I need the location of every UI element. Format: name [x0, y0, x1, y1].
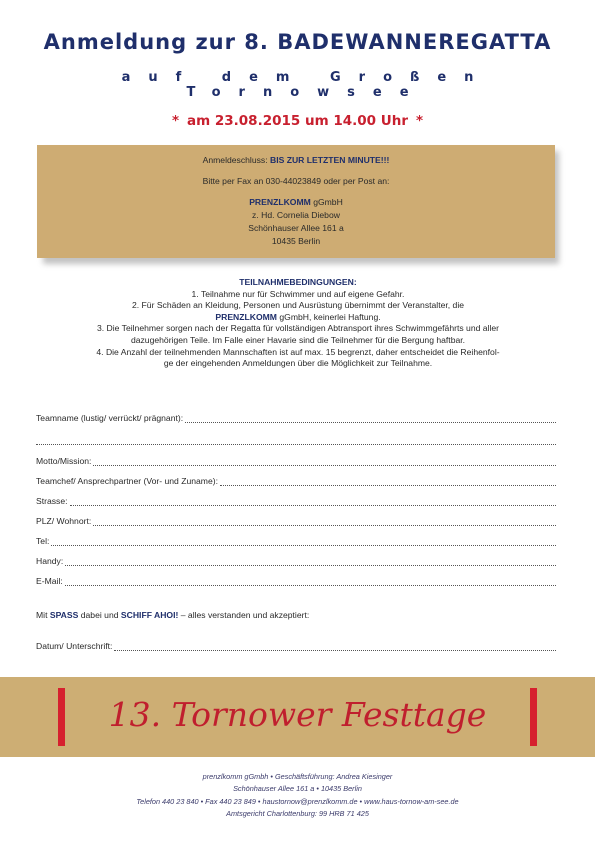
teamchef-field[interactable] — [36, 475, 556, 486]
signature-label: Datum/ Unterschrift: — [36, 641, 113, 651]
teamname-line[interactable] — [185, 414, 556, 423]
strasse-field[interactable] — [36, 495, 556, 506]
motto-field[interactable] — [36, 455, 556, 466]
condition-company: PRENZLKOMM — [215, 311, 277, 322]
contact-line: z. Hd. Cornelia Diebow — [252, 210, 340, 220]
agreement-line — [36, 610, 309, 620]
plz-field[interactable] — [36, 515, 556, 526]
email-line[interactable] — [65, 577, 556, 586]
teamname-line2[interactable] — [36, 436, 556, 445]
footer-line: prenzlkomm gGmbh • Geschäftsführung: Andrea Kiesinger — [202, 772, 393, 781]
email-field[interactable] — [36, 575, 556, 586]
condition-line: dazugehörigen Teile. Im Falle einer Havarie sind die Teilnehmer für die Bergung haftbar. — [130, 334, 466, 345]
teamname-label: Teamname (lustig/ verrückt/ prägnant): — [36, 413, 184, 423]
condition-line: 4. Die Anzahl der teilnehmenden Mannschaften ist auf max. 15 begrenzt, daher entscheidet die Reihenfol- — [96, 346, 500, 357]
tel-line[interactable] — [51, 537, 556, 546]
company-line — [37, 197, 555, 207]
teamchef-line[interactable] — [220, 477, 556, 486]
tel-field[interactable] — [36, 535, 556, 546]
teamname-field-line2[interactable] — [36, 434, 556, 445]
strasse-line[interactable] — [70, 497, 556, 506]
conditions-block — [34, 277, 562, 370]
fax-line: Bitte per Fax an 030-44023849 oder per Post an: — [202, 176, 390, 186]
motto-line[interactable] — [93, 457, 556, 466]
handy-label: Handy: — [36, 556, 64, 566]
condition-text: gGmbH, keinerlei Haftung. — [279, 311, 381, 322]
company-name: PRENZLKOMM — [249, 197, 311, 207]
street-line: Schönhauser Allee 161 a — [248, 223, 344, 233]
motto-label: Motto/Mission: — [36, 456, 92, 466]
footer-line: Amtsgericht Charlottenburg: 99 HRB 71 425 — [226, 809, 369, 818]
signature-line[interactable] — [114, 642, 556, 651]
plz-line[interactable] — [93, 517, 556, 526]
agree-prefix: Mit — [36, 610, 48, 620]
info-box — [37, 145, 555, 258]
strasse-label: Strasse: — [36, 496, 68, 506]
event-date — [0, 113, 595, 129]
signature-field[interactable] — [36, 640, 556, 651]
deadline-label: Anmeldeschluss: — [202, 155, 268, 165]
email-label: E-Mail: — [36, 576, 63, 586]
handy-line[interactable] — [65, 557, 556, 566]
star-icon: * — [171, 113, 179, 129]
condition-line: 3. Die Teilnehmer sorgen nach der Regatta für vollständigen Abtransport ihres Schwimmgefährts und aller — [96, 323, 500, 334]
company-suffix: gGmbH — [313, 197, 343, 207]
condition-line — [34, 312, 562, 324]
agree-suffix: – alles verstanden und akzeptiert: — [180, 610, 310, 620]
deadline-line — [37, 155, 555, 165]
agree-spass: SPASS — [49, 610, 79, 620]
teamname-field[interactable] — [36, 412, 556, 423]
tel-label: Tel: — [36, 536, 50, 546]
handy-field[interactable] — [36, 555, 556, 566]
star-icon: * — [416, 113, 424, 129]
condition-line: ge der eingehenden Anmeldungen über die Möglichkeit zur Teilnahme. — [163, 358, 433, 369]
banner-text: 13. Tornower Festtage — [108, 695, 487, 734]
city-line: 10435 Berlin — [271, 236, 321, 246]
deadline-value: BIS ZUR LETZTEN MINUTE!!! — [270, 155, 390, 165]
event-date-text: am 23.08.2015 um 14.00 Uhr — [187, 113, 408, 129]
page-title: Anmeldung zur 8. BADEWANNEREGATTA — [43, 30, 552, 54]
teamchef-label: Teamchef/ Ansprechpartner (Vor- und Zuname): — [36, 476, 218, 486]
condition-line: 2. Für Schäden an Kleidung, Personen und Ausrüstung übernimmt der Veranstalter, die — [131, 300, 465, 311]
condition-line: 1. Teilnahme nur für Schwimmer und auf eigene Gefahr. — [191, 288, 405, 299]
page-subtitle: auf dem Großen Tornowsee — [121, 70, 492, 100]
plz-label: PLZ/ Wohnort: — [36, 516, 92, 526]
footer-line: Telefon 440 23 840 • Fax 440 23 849 • haustornow@prenzlkomm.de • www.haus-tornow-am-see.de — [136, 797, 459, 806]
agree-schiff: SCHIFF AHOI! — [120, 610, 179, 620]
agree-mid: dabei und — [80, 610, 119, 620]
footer-line: Schönhauser Allee 161 a • 10435 Berlin — [233, 784, 362, 793]
conditions-heading: TEILNAHMEBEDINGUNGEN: — [239, 277, 357, 287]
